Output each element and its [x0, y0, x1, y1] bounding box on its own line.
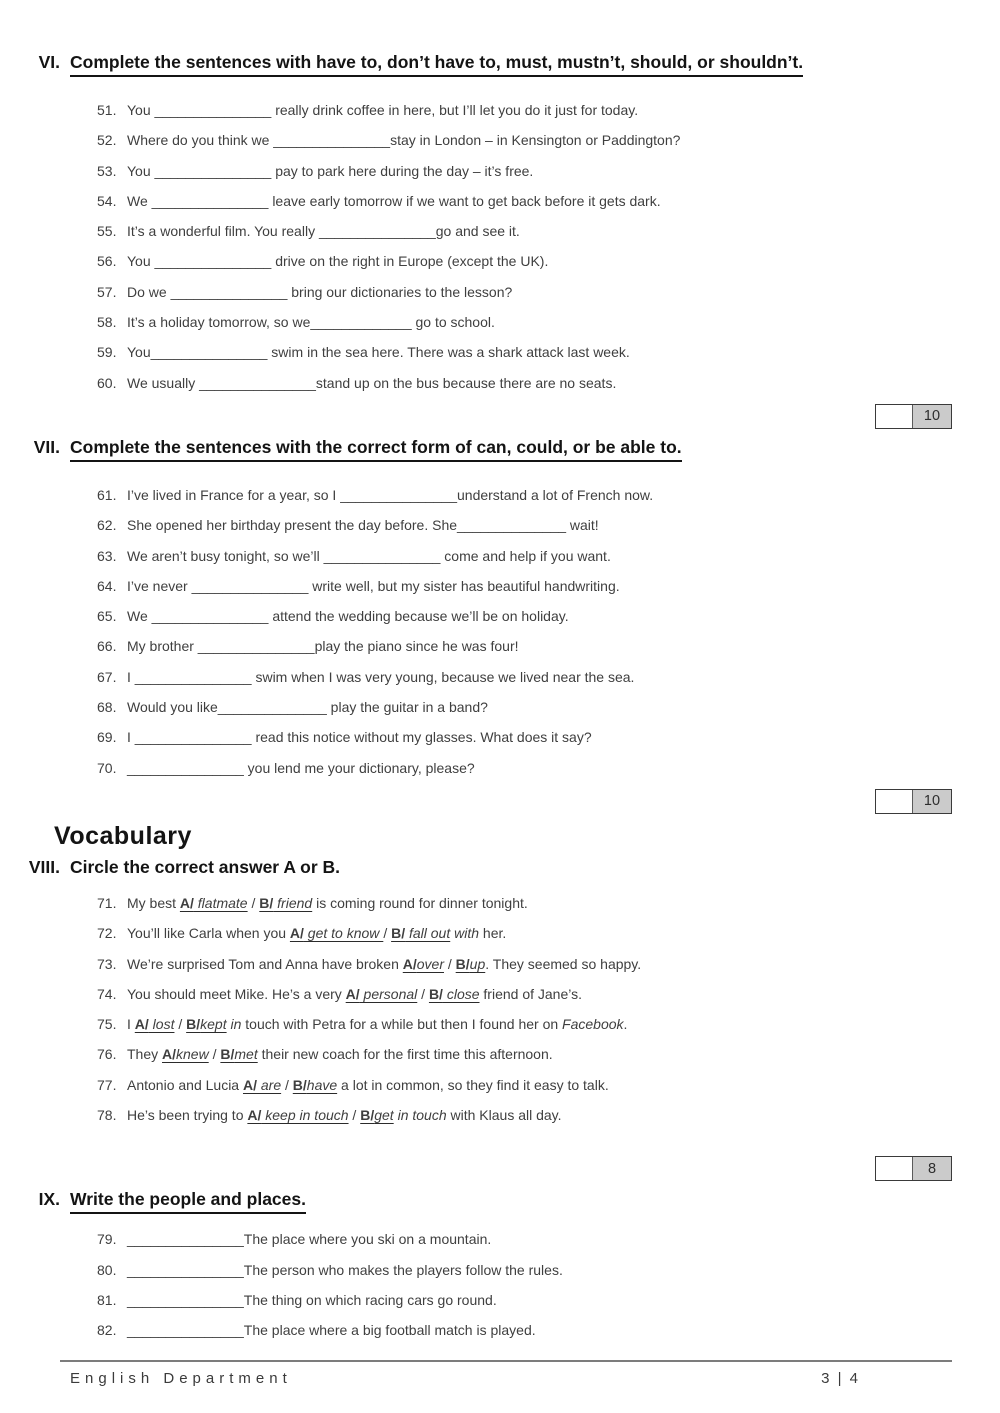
item-number: 69.	[97, 729, 117, 746]
item-text	[127, 949, 641, 979]
item-text-segment: in touch	[393, 1107, 447, 1124]
item-text: My brother _______________play the piano since he was four!	[127, 638, 519, 655]
item-text-segment: A/	[289, 925, 304, 942]
section-title: Complete the sentences with have to, don’t have to, must, mustn’t, should, or shouldn’t.	[70, 52, 803, 77]
item-number: 52.	[97, 132, 117, 149]
score-box	[875, 789, 952, 814]
item-text: _______________The place where a big football match is played.	[127, 1322, 536, 1339]
item-text: _______________The thing on which racing cars go round.	[127, 1291, 497, 1308]
exercise-item	[97, 722, 1000, 752]
item-text-segment: We’re surprised Tom and Anna have broken	[127, 955, 403, 972]
item-list	[97, 95, 1000, 398]
item-text-segment: friend of Jane’s.	[479, 985, 582, 1002]
score-box	[875, 1156, 952, 1181]
item-text: It’s a holiday tomorrow, so we_____________ go to school.	[127, 314, 495, 331]
item-number: 70.	[97, 759, 117, 776]
item-text-segment: knew	[176, 1046, 209, 1063]
score-input-cell[interactable]	[876, 1157, 913, 1180]
exercise-item	[97, 156, 1000, 186]
exercise-item	[97, 571, 1000, 601]
item-number: 76.	[97, 1046, 117, 1063]
exercise-item	[97, 1009, 1000, 1039]
item-number: 60.	[97, 374, 117, 391]
item-text-segment: A/	[242, 1076, 257, 1093]
item-text-segment: A/	[179, 894, 194, 911]
item-text-segment: /	[383, 925, 392, 942]
item-text-segment: /	[281, 1076, 293, 1093]
exercise-item	[97, 979, 1000, 1009]
item-number: 65.	[97, 608, 117, 625]
exercise-item	[97, 368, 1000, 398]
item-number: 71.	[97, 894, 117, 911]
item-text-segment: B/	[292, 1076, 307, 1093]
item-text: We _______________ attend the wedding because we’ll be on holiday.	[127, 608, 569, 625]
item-text: We aren’t busy tonight, so we’ll _______________ come and help if you want.	[127, 547, 611, 564]
item-number: 79.	[97, 1231, 117, 1248]
item-text	[127, 979, 582, 1009]
item-text-segment: keep in touch	[261, 1107, 349, 1124]
item-text-segment: B/	[360, 1107, 375, 1124]
section-heading	[14, 437, 960, 462]
exercise-item	[97, 662, 1000, 692]
item-number: 68.	[97, 699, 117, 716]
item-number: 55.	[97, 223, 117, 240]
exercise-item	[97, 1315, 1000, 1345]
item-number: 58.	[97, 314, 117, 331]
item-text-segment: My best	[127, 894, 180, 911]
item-text-segment: B/	[428, 985, 443, 1002]
item-number: 53.	[97, 162, 117, 179]
exercise-item	[97, 277, 1000, 307]
item-text-segment: over	[416, 955, 444, 972]
item-text-segment: A/	[134, 1016, 149, 1033]
item-text-segment: /	[247, 894, 260, 911]
item-text	[127, 1009, 627, 1039]
item-text: _______________The place where you ski on a mountain.	[127, 1231, 492, 1248]
item-text-segment: B/	[220, 1046, 235, 1063]
item-text-segment: /	[208, 1046, 221, 1063]
section-number: VI.	[38, 52, 60, 72]
score-input-cell[interactable]	[876, 405, 913, 428]
item-text	[127, 1100, 562, 1130]
exercise-item	[97, 631, 1000, 661]
item-number: 54.	[97, 192, 117, 209]
item-text-segment: I	[127, 1016, 135, 1033]
item-text-segment: /	[444, 955, 456, 972]
exercise-item	[97, 601, 1000, 631]
exercise-item	[97, 541, 1000, 571]
score-box	[875, 404, 952, 429]
item-text-segment: lost	[148, 1016, 175, 1033]
item-number: 73.	[97, 955, 117, 972]
item-number: 72.	[97, 925, 117, 942]
item-text: You_______________ swim in the sea here. There was a shark attack last week.	[127, 344, 630, 361]
item-text-segment: get	[374, 1107, 394, 1124]
item-text-segment: You’ll like Carla when you	[127, 925, 290, 942]
exercise-item	[97, 888, 1000, 918]
item-number: 59.	[97, 344, 117, 361]
item-text-segment: B/	[259, 894, 274, 911]
exercise-item	[97, 216, 1000, 246]
score-row	[0, 404, 952, 429]
item-number: 75.	[97, 1016, 117, 1033]
item-text-segment: in	[226, 1016, 242, 1033]
item-text-segment: .	[623, 1016, 628, 1033]
item-text	[127, 918, 506, 948]
item-text-segment: is coming round for dinner tonight.	[312, 894, 528, 911]
exercise-section	[0, 857, 1000, 1181]
item-text-segment: are	[256, 1076, 282, 1093]
item-text: I’ve never _______________ write well, but my sister has beautiful handwriting.	[127, 577, 620, 594]
item-text-segment: You should meet Mike. He’s a very	[127, 985, 346, 1002]
item-text: She opened her birthday present the day before. She______________ wait!	[127, 517, 599, 534]
exercise-item	[97, 510, 1000, 540]
exercise-item	[97, 1039, 1000, 1069]
item-text-segment: touch with Petra for a while but then I found her on	[241, 1016, 563, 1033]
item-number: 78.	[97, 1107, 117, 1124]
exercise-item	[97, 1070, 1000, 1100]
item-text-segment: A/	[162, 1046, 177, 1063]
item-text-segment: Facebook	[562, 1016, 624, 1033]
section-heading	[14, 1189, 960, 1214]
item-text-segment: Antonio and Lucia	[127, 1076, 243, 1093]
item-text-segment: close	[442, 985, 480, 1002]
item-number: 81.	[97, 1291, 117, 1308]
item-number: 66.	[97, 638, 117, 655]
item-text: Would you like______________ play the guitar in a band?	[127, 699, 488, 716]
item-text: I _______________ read this notice without my glasses. What does it say?	[127, 729, 592, 746]
item-text-segment: with	[450, 925, 480, 942]
item-text-segment: A/	[345, 985, 360, 1002]
exercise-item	[97, 753, 1000, 783]
item-text-segment: a lot in common, so they find it easy to talk.	[337, 1076, 609, 1093]
item-number: 51.	[97, 102, 117, 118]
exercise-item	[97, 337, 1000, 367]
exercise-item	[97, 692, 1000, 722]
exercise-item	[97, 1255, 1000, 1285]
item-text-segment: friend	[273, 894, 313, 911]
item-text-segment: B/	[391, 925, 406, 942]
section-title: Circle the correct answer A or B.	[70, 856, 341, 877]
section-heading	[14, 52, 960, 77]
exercise-item	[97, 949, 1000, 979]
score-row	[0, 789, 952, 814]
item-number: 74.	[97, 985, 117, 1002]
score-max-cell: 8	[913, 1157, 951, 1180]
item-text-segment: personal	[359, 985, 418, 1002]
item-text: You _______________ drive on the right in Europe (except the UK).	[127, 253, 549, 270]
item-number: 61.	[97, 486, 117, 503]
item-text-segment: have	[306, 1076, 338, 1093]
score-max-cell: 10	[913, 405, 951, 428]
footer-page-number: 3 | 4	[821, 1370, 860, 1387]
item-text: _______________The person who makes the players follow the rules.	[127, 1261, 563, 1278]
exercise-item	[97, 918, 1000, 948]
section-number: IX.	[38, 1189, 60, 1210]
item-text-segment: fall out	[405, 925, 451, 942]
item-text	[127, 1039, 553, 1069]
page-footer	[60, 1360, 952, 1387]
item-text-segment: /	[348, 1107, 361, 1124]
item-text: I _______________ swim when I was very young, because we lived near the sea.	[127, 668, 635, 685]
item-text-segment: B/	[455, 955, 470, 972]
item-text: Do we _______________ bring our dictionaries to the lesson?	[127, 283, 513, 300]
item-number: 63.	[97, 547, 117, 564]
item-text-segment: He’s been trying to	[127, 1107, 248, 1124]
item-text: I’ve lived in France for a year, so I _______________understand a lot of French now.	[127, 486, 654, 503]
vocabulary-heading: Vocabulary	[54, 821, 192, 850]
exercise-item	[97, 480, 1000, 510]
item-text-segment: her.	[479, 925, 507, 942]
item-text-segment: . They seemed so happy.	[485, 955, 642, 972]
exercise-section	[0, 437, 1000, 814]
exercise-item	[97, 1285, 1000, 1315]
item-number: 82.	[97, 1322, 117, 1339]
item-list	[97, 480, 1000, 783]
item-text-segment: B/	[186, 1016, 201, 1033]
item-text: You _______________ pay to park here during the day – it’s free.	[127, 162, 534, 179]
item-text	[127, 1070, 609, 1100]
item-number: 77.	[97, 1076, 117, 1093]
item-text-segment: their new coach for the first time this afternoon.	[257, 1046, 553, 1063]
item-number: 80.	[97, 1261, 117, 1278]
exercise-section	[0, 1189, 1000, 1345]
item-text-segment: A/	[247, 1107, 262, 1124]
item-text-segment: up	[469, 955, 486, 972]
score-max-cell: 10	[913, 790, 951, 813]
section-number: VIII.	[28, 856, 60, 877]
item-number: 67.	[97, 668, 117, 685]
score-input-cell[interactable]	[876, 790, 913, 813]
item-text: We usually _______________stand up on the bus because there are no seats.	[127, 374, 617, 391]
item-text: You _______________ really drink coffee in here, but I’ll let you do it just for today.	[127, 102, 639, 118]
exercise-item	[97, 1224, 1000, 1254]
item-text: Where do you think we _______________stay in London – in Kensington or Paddington?	[127, 132, 681, 149]
exercise-item	[97, 95, 1000, 125]
item-number: 57.	[97, 283, 117, 300]
exercise-item	[97, 186, 1000, 216]
item-text-segment: met	[234, 1046, 258, 1063]
exercise-item	[97, 1100, 1000, 1130]
exercise-section	[0, 52, 1000, 429]
item-text-segment: with Klaus all day.	[446, 1107, 562, 1124]
item-text-segment: flatmate	[193, 894, 248, 911]
score-row	[0, 1156, 952, 1181]
item-text-segment: A/	[402, 955, 417, 972]
item-number: 56.	[97, 253, 117, 270]
exercise-item	[97, 307, 1000, 337]
item-text: We _______________ leave early tomorrow if we want to get back before it gets dark.	[127, 192, 661, 209]
item-list	[97, 1224, 1000, 1345]
item-text: It’s a wonderful film. You really _______________go and see it.	[127, 223, 520, 240]
item-list	[97, 888, 1000, 1130]
item-number: 64.	[97, 577, 117, 594]
item-text-segment: get to know	[303, 925, 384, 942]
item-text	[127, 888, 528, 918]
item-text-segment: kept	[200, 1016, 227, 1033]
item-text: _______________ you lend me your dictionary, please?	[127, 759, 475, 776]
item-text-segment: They	[127, 1046, 163, 1063]
section-title: Write the people and places.	[70, 1189, 306, 1214]
section-title: Complete the sentences with the correct form of can, could, or be able to.	[70, 437, 682, 462]
footer-department-label: English Department	[70, 1370, 292, 1387]
item-text-segment: /	[174, 1016, 187, 1033]
exercise-item	[97, 125, 1000, 155]
section-heading	[14, 857, 960, 878]
item-text-segment: /	[417, 985, 429, 1002]
item-number: 62.	[97, 517, 117, 534]
exercise-item	[97, 246, 1000, 276]
section-number: VII.	[33, 436, 60, 457]
